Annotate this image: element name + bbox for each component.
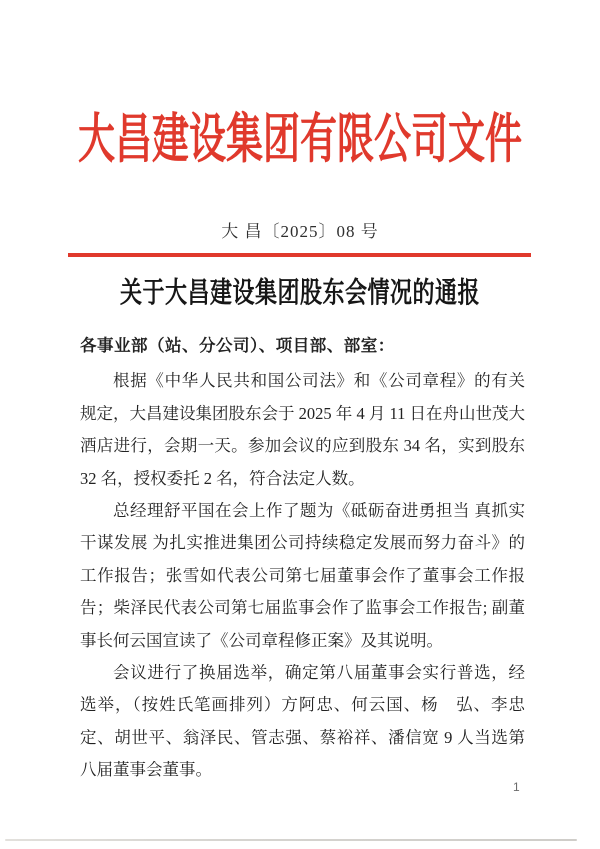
paragraph-meeting-basis: 根据《中华人民共和国公司法》和《公司章程》的有关规定，大昌建设集团股东会于 2025 年 4 月 11 日在舟山世茂大酒店进行，会期一天。参加会议的应到股东 34 名，实到股东 32 名，授权委托 2 名，符合法定人数。: [80, 371, 525, 488]
red-divider-rule: [68, 253, 531, 257]
scan-edge-shadow: [5, 839, 577, 841]
page-number: 1: [513, 780, 520, 794]
paragraph-election: 会议进行了换届选举，确定第八届董事会实行普选，经选举，（按姓氏笔画排列）方阿忠、何云国、杨 弘、李忠定、胡世平、翁泽民、管志强、蔡裕祥、潘信宽 9 人当选第八届董事会董事。: [80, 663, 525, 780]
letterhead-text: 大昌建设集团有限公司文件: [78, 110, 522, 170]
document-title: [0, 276, 600, 310]
company-letterhead: [0, 110, 600, 170]
addressee-line: 各事业部（站、分公司）、项目部、部室：: [80, 336, 395, 355]
document-body: [80, 330, 525, 787]
document-number: 大 昌〔2025〕08 号: [221, 222, 379, 241]
paragraph-reports: 总经理舒平国在会上作了题为《砥砺奋进勇担当 真抓实干谋发展 为扎实推进集团公司持续稳定发展而努力奋斗》的工作报告；张雪如代表公司第七届董事会作了董事会工作报告；柴泽民代表公司第七届监事会作了监事会工作报告; 副董事长何云国宣读了《公司章程修正案》及其说明。: [80, 501, 525, 650]
document-title-text: 关于大昌建设集团股东会情况的通报: [119, 276, 480, 309]
